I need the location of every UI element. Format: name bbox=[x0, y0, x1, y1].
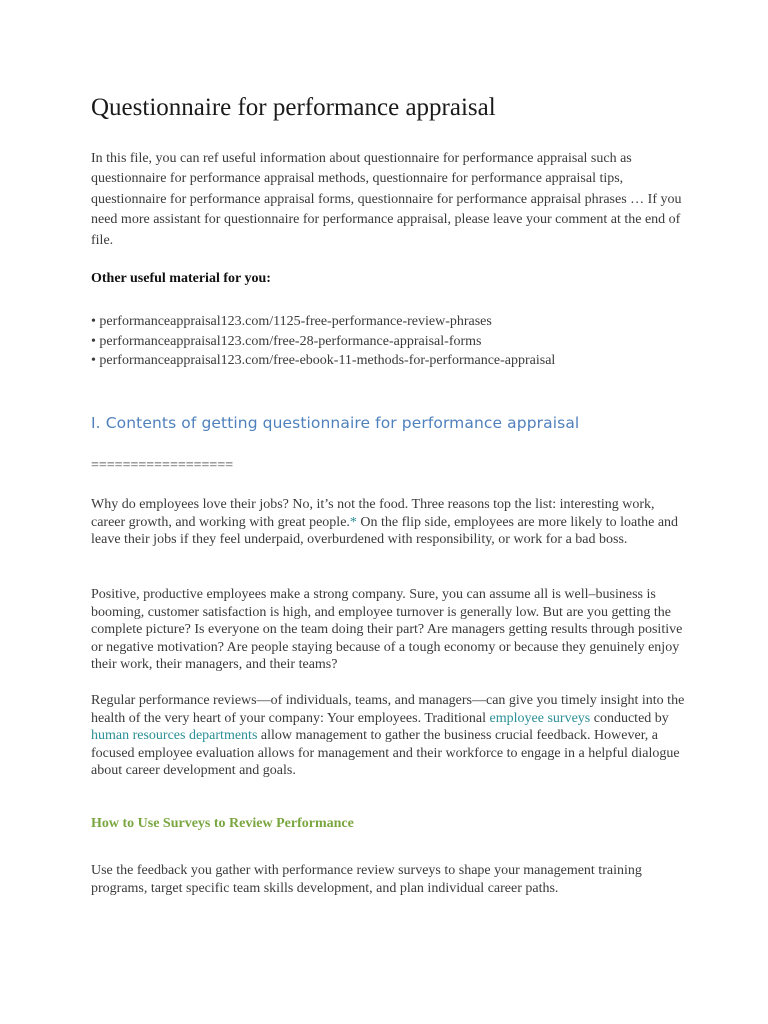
separator-line: ================== bbox=[91, 458, 234, 473]
paragraph-text: conducted by bbox=[590, 710, 669, 726]
footnote-asterisk: * bbox=[349, 514, 357, 530]
page-title: Questionnaire for performance appraisal bbox=[91, 94, 496, 121]
material-link-item: • performanceappraisal123.com/1125-free-performance-review-phrases bbox=[91, 314, 492, 329]
paragraph-why-employees bbox=[91, 496, 691, 549]
material-link-item: • performanceappraisal123.com/free-28-performance-appraisal-forms bbox=[91, 333, 482, 349]
intro-paragraph: In this file, you can ref useful information about questionnaire for performance appraisal such as questionnaire for performance appraisal methods, questionnaire for performance appraisal tips, questionnaire for performance appraisal forms, questionnaire for performance appraisal phrases … If you need more assistant for questionnaire for performance appraisal, please leave your comment at the end of file. bbox=[91, 151, 682, 248]
sub-heading: How to Use Surveys to Review Performance bbox=[91, 816, 354, 831]
material-link-item: • performanceappraisal123.com/free-ebook-11-methods-for-performance-appraisal bbox=[91, 353, 556, 368]
section-heading: I. Contents of getting questionnaire for performance appraisal bbox=[91, 414, 580, 432]
paragraph-use-feedback: Use the feedback you gather with performance review surveys to shape your management training programs, target specific team skills development, and plan individual career paths. bbox=[91, 863, 642, 896]
employee-surveys-link[interactable]: employee surveys bbox=[489, 710, 591, 726]
paragraph-text: On the flip side, employees are more likely to loathe and leave their jobs if they feel underpaid, overburdened with responsibility, or work for a bad boss. bbox=[91, 514, 679, 548]
material-link-list bbox=[91, 312, 555, 371]
paragraph-regular-reviews bbox=[91, 692, 691, 780]
paragraph-text: Why do employees love their jobs? No, it’s not the food. Three reasons top the list: interesting work, career growth, and working with great people. bbox=[91, 497, 655, 530]
hr-departments-link[interactable]: human resources departments bbox=[91, 728, 258, 744]
paragraph-text: Regular performance reviews—of individuals, teams, and managers—can give you timely insight into the health of the very heart of your company: Your employees. Traditional bbox=[91, 693, 685, 726]
paragraph-positive-employees: Positive, productive employees make a strong company. Sure, you can assume all is well–business is booming, customer satisfaction is high, and employee turnover is generally low. But are you getting the complete picture? Is everyone on the team doing their part? Are managers getting results through positive or negative motivation? Are people staying because of a tough economy or because they genuinely enjoy their work, their managers, and their teams? bbox=[91, 587, 683, 673]
other-material-label: Other useful material for you: bbox=[91, 271, 271, 286]
paragraph-text: allow management to gather the business crucial feedback. However, a focused employee evaluation allows for management and their workforce to engage in a helpful dialogue about career development and goals. bbox=[91, 728, 680, 779]
